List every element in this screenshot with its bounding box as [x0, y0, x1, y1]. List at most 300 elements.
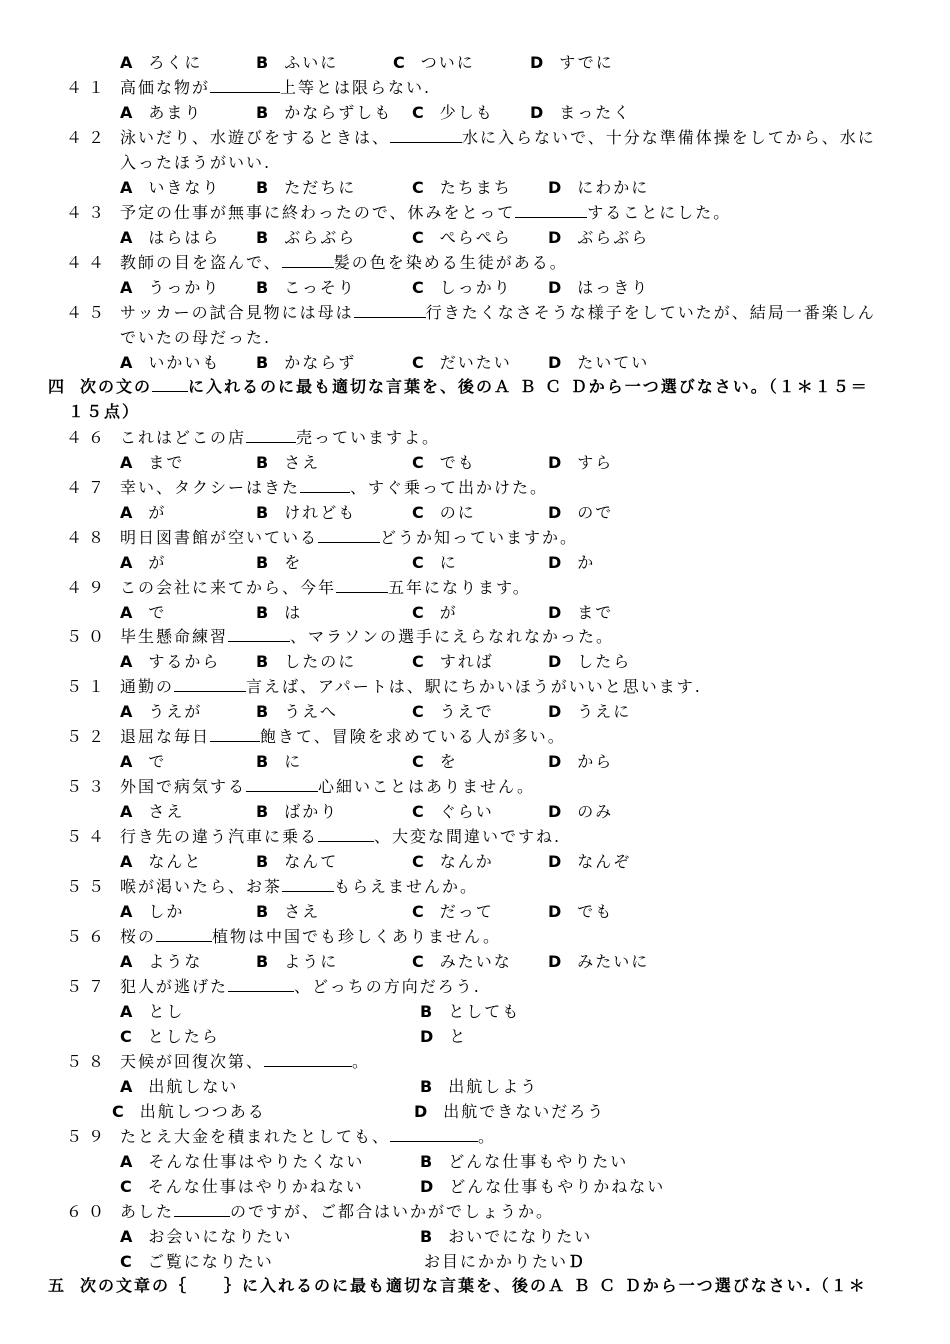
answer-blank	[228, 627, 290, 642]
option-key: D	[548, 453, 564, 472]
option-text: だいたい	[439, 353, 512, 372]
option-a	[120, 1152, 364, 1172]
question-text	[120, 777, 535, 797]
option-text: ろくに	[148, 53, 203, 72]
option-text: たいてい	[577, 353, 650, 372]
option-text: はらはら	[148, 228, 221, 247]
question-text	[120, 203, 731, 223]
question-text-a: 高価な物が	[120, 78, 211, 97]
section-5-header	[48, 1276, 867, 1296]
question-text-a: 予定の仕事が無事に終わったので、休みをとって	[120, 203, 516, 222]
question-text	[120, 727, 566, 747]
option-text: ぺらぺら	[439, 228, 512, 247]
option-key: A	[120, 952, 135, 971]
option-c	[412, 752, 458, 772]
option-key: B	[256, 503, 271, 522]
option-key: D	[530, 53, 546, 72]
option-key: C	[412, 503, 426, 522]
question-number: ４９	[66, 578, 111, 597]
option-text: どんな仕事もやりたい	[448, 1152, 629, 1171]
option-c	[412, 278, 512, 298]
option-b	[256, 802, 338, 822]
option-text: まで	[577, 603, 614, 622]
option-a	[120, 952, 202, 972]
option-key: A	[120, 752, 135, 771]
option-b	[420, 1077, 538, 1097]
option-key: A	[120, 1152, 135, 1171]
option-text: は	[284, 603, 303, 622]
question-number: ５２	[66, 727, 111, 746]
option-text: なんぞ	[577, 852, 632, 871]
option-text: さえ	[148, 802, 185, 821]
option-text: うえで	[439, 702, 494, 721]
answer-blank	[174, 677, 246, 692]
question-text-b: 上等とは限らない.	[280, 78, 432, 97]
question-number: ４１	[66, 78, 111, 97]
question-text	[120, 1127, 496, 1147]
option-key: C	[412, 178, 426, 197]
question-number: ４６	[66, 428, 111, 447]
option-b	[420, 1002, 520, 1022]
question-number: ４８	[66, 528, 111, 547]
question-text-b: 髪の色を染める生徒がある。	[333, 253, 568, 272]
option-a	[120, 652, 220, 672]
option-b	[256, 553, 302, 573]
question-text-b: 飽きて、冒険を求めている人が多い。	[260, 727, 566, 746]
option-key: A	[120, 178, 135, 197]
option-b	[256, 752, 302, 772]
option-text: が	[148, 503, 167, 522]
option-text: さえ	[284, 453, 321, 472]
option-key: B	[420, 1227, 435, 1246]
option-text: ただちに	[284, 178, 357, 197]
option-b	[256, 178, 356, 198]
question-text-continued: でいたの母だった.	[120, 328, 272, 347]
option-a	[120, 353, 220, 373]
option-text: さえ	[284, 902, 321, 921]
answer-blank	[318, 528, 380, 543]
question-text-a: 泳いだり、水遊びをするときは、	[120, 128, 391, 147]
option-d	[548, 603, 613, 623]
question-text	[120, 1202, 554, 1222]
question-text-b: 水に入らないで、十分な準備体操をしてから、水に	[462, 128, 876, 147]
option-a	[120, 1077, 238, 1097]
question-number: ４４	[66, 253, 111, 272]
question-text-continued: 入ったほうがいい.	[120, 153, 272, 172]
option-a	[120, 228, 220, 248]
option-c	[412, 802, 494, 822]
option-text: ぐらい	[439, 802, 494, 821]
question-number: ５６	[66, 927, 111, 946]
option-key: C	[112, 1102, 126, 1121]
option-text: ご覧になりたい	[147, 1252, 274, 1271]
option-d	[530, 103, 631, 123]
question-text-b: 五年になります。	[388, 578, 531, 597]
question-number: ５０	[66, 627, 111, 646]
answer-blank	[336, 578, 388, 593]
question-text	[120, 478, 548, 498]
option-d	[548, 852, 631, 872]
option-b	[256, 353, 356, 373]
option-key: D	[548, 278, 564, 297]
option-text: にわかに	[577, 178, 650, 197]
question-text-a: 行き先の違う汽車に乗る	[120, 827, 319, 846]
option-key: B	[256, 178, 271, 197]
option-text: なんて	[284, 852, 339, 871]
question-text-a: これはどこの店	[120, 428, 247, 447]
question-text-a: 通勤の	[120, 677, 175, 696]
option-key: A	[120, 1002, 135, 1021]
question-text-b: 心細いことはありません。	[318, 777, 535, 796]
option-d	[414, 1102, 605, 1122]
option-key: C	[412, 952, 426, 971]
option-key: A	[120, 53, 135, 72]
option-text: なんか	[439, 852, 494, 871]
option-d	[548, 702, 631, 722]
option-text: うっかり	[148, 278, 221, 297]
option-text: と	[449, 1027, 468, 1046]
option-text: うえに	[577, 702, 632, 721]
question-text	[120, 827, 561, 847]
option-text: あまり	[148, 103, 203, 122]
option-text: そんな仕事はやりたくない	[148, 1152, 365, 1171]
option-b	[256, 603, 302, 623]
option-d	[548, 752, 613, 772]
option-key: C	[412, 702, 426, 721]
option-c	[120, 1027, 220, 1047]
option-b	[256, 852, 338, 872]
option-key: B	[420, 1152, 435, 1171]
question-text	[120, 303, 876, 323]
option-key: B	[256, 553, 271, 572]
option-text: としたら	[147, 1027, 220, 1046]
option-d	[548, 278, 649, 298]
option-key: B	[420, 1077, 435, 1096]
answer-blank	[515, 203, 587, 218]
option-text: ように	[284, 952, 339, 971]
question-text	[120, 528, 578, 548]
option-text: なんと	[148, 852, 203, 871]
option-text: お会いになりたい	[148, 1227, 293, 1246]
option-key: A	[120, 228, 135, 247]
option-text: いきなり	[148, 178, 221, 197]
question-text-a: 喉が渇いたら、お茶	[120, 877, 283, 896]
question-number: ４３	[66, 203, 111, 222]
section-text: 次の文章の｛ ｝に入れるのに最も適切な言葉を、後のＡ Ｂ Ｃ Ｄから一つ選びなさい.（１＊	[80, 1276, 867, 1295]
option-key: C	[412, 553, 426, 572]
option-key: B	[256, 952, 271, 971]
option-a	[120, 503, 166, 523]
option-d	[420, 1177, 665, 1197]
option-text: が	[439, 603, 458, 622]
option-key: A	[120, 503, 135, 522]
section-4-header	[48, 377, 869, 397]
option-a	[120, 178, 220, 198]
question-text-a: たとえ大金を積まれたとしても、	[120, 1127, 391, 1146]
option-text: こっそり	[284, 278, 356, 297]
option-a	[120, 702, 202, 722]
question-text-a: 犯人が逃げた	[120, 977, 229, 996]
option-text: お目にかかりたい	[424, 1252, 569, 1271]
answer-blank	[210, 727, 260, 742]
option-d	[548, 228, 649, 248]
option-key: B	[256, 353, 271, 372]
option-key: D	[420, 1177, 436, 1196]
option-key: B	[256, 702, 271, 721]
option-text: ので	[577, 503, 614, 522]
option-text: まったく	[559, 103, 632, 122]
option-text: 出航できないだろう	[443, 1102, 606, 1121]
option-d	[548, 503, 613, 523]
option-key: C	[412, 453, 426, 472]
option-text: ばかり	[284, 802, 339, 821]
option-text: でも	[577, 902, 614, 921]
option-c	[412, 353, 512, 373]
question-text-a: 桜の	[120, 927, 157, 946]
answer-blank	[282, 877, 334, 892]
option-text: まで	[148, 453, 185, 472]
option-key: B	[420, 1002, 435, 1021]
option-text: おいでになりたい	[448, 1227, 593, 1246]
question-number: ５４	[66, 827, 111, 846]
option-text: ついに	[420, 53, 475, 72]
question-text-b: もらえませんか。	[334, 877, 479, 896]
answer-blank	[246, 428, 296, 443]
option-key: D	[420, 1027, 436, 1046]
option-key: B	[256, 453, 271, 472]
option-key: C	[412, 228, 426, 247]
question-text-b: 。	[352, 1052, 371, 1071]
option-c	[412, 603, 458, 623]
option-text: たちまち	[439, 178, 512, 197]
question-text	[120, 253, 568, 273]
question-text-b: のですが、ご都合はいかがでしょうか。	[230, 1202, 555, 1221]
option-a	[120, 278, 220, 298]
question-text-a: この会社に来てから、今年	[120, 578, 337, 597]
question-text	[120, 877, 478, 897]
option-key: B	[256, 852, 271, 871]
option-key: D	[548, 553, 564, 572]
option-d	[548, 652, 631, 672]
option-text: 出航しない	[148, 1077, 239, 1096]
option-text: 出航しよう	[448, 1077, 539, 1096]
option-c	[120, 1252, 274, 1272]
option-text: かならず	[284, 353, 357, 372]
answer-blank	[354, 303, 426, 318]
option-c	[412, 702, 494, 722]
option-text: で	[148, 752, 167, 771]
question-text-a: 天候が回復次第、	[120, 1052, 265, 1071]
option-text: したのに	[284, 652, 357, 671]
option-text: 出航しつつある	[139, 1102, 266, 1121]
option-key: A	[120, 453, 135, 472]
option-text: けれども	[284, 503, 357, 522]
option-key: C	[393, 53, 407, 72]
option-d	[548, 178, 649, 198]
answer-blank	[300, 478, 350, 493]
question-text	[120, 78, 431, 98]
question-text-b: どうか知っていますか。	[380, 528, 579, 547]
option-key: D	[548, 178, 564, 197]
option-key: C	[120, 1027, 134, 1046]
question-text	[120, 1052, 370, 1072]
option-text: を	[284, 553, 303, 572]
section-mark: 四	[48, 377, 67, 396]
question-text	[120, 578, 531, 598]
option-key: B	[256, 802, 271, 821]
option-text: ふいに	[284, 53, 339, 72]
option-key: A	[120, 103, 135, 122]
option-key: A	[120, 652, 135, 671]
option-key: D	[548, 802, 564, 821]
answer-blank	[210, 78, 280, 93]
option-key: D	[548, 503, 564, 522]
option-b	[256, 53, 338, 73]
option-text: しっかり	[439, 278, 512, 297]
option-text: に	[439, 553, 458, 572]
question-number: ５８	[66, 1052, 111, 1071]
option-key: C	[412, 103, 426, 122]
question-text-a: 幸い、タクシーはきた	[120, 478, 301, 497]
section-mark: 五	[48, 1276, 67, 1295]
option-b	[256, 453, 320, 473]
option-key: C	[412, 852, 426, 871]
option-c	[120, 1177, 364, 1197]
option-text: か	[577, 553, 596, 572]
option-key: Ｄ	[568, 1252, 587, 1271]
option-d	[530, 53, 614, 73]
option-a	[120, 902, 184, 922]
question-text-b: することにした。	[587, 203, 732, 222]
option-key: A	[120, 702, 135, 721]
option-text: みたいな	[439, 952, 512, 971]
option-b	[256, 902, 320, 922]
question-text-b: 植物は中国でも珍しくありません。	[212, 927, 501, 946]
answer-blank	[390, 1127, 478, 1142]
section-4-points: １５点）	[68, 402, 141, 421]
question-number: ４２	[66, 128, 111, 147]
option-text: から	[577, 752, 614, 771]
question-text-b: 行きたくなさそうな様子をしていたが、結局一番楽しん	[425, 303, 876, 322]
answer-blank	[246, 777, 318, 792]
option-c	[393, 53, 475, 73]
option-key: C	[412, 603, 426, 622]
option-key: D	[548, 652, 564, 671]
option-key: D	[548, 603, 564, 622]
question-text	[120, 977, 481, 997]
option-key: C	[120, 1252, 134, 1271]
option-c	[412, 652, 494, 672]
option-b	[256, 952, 338, 972]
option-text: だって	[439, 902, 494, 921]
question-text-a: あした	[120, 1202, 175, 1221]
option-b	[256, 228, 356, 248]
option-text: ぶらぶら	[284, 228, 357, 247]
question-text-a: 毕生懸命練習	[120, 627, 229, 646]
question-text	[120, 627, 614, 647]
question-number: ６０	[66, 1202, 111, 1221]
option-key: D	[548, 702, 564, 721]
option-key: A	[120, 1227, 135, 1246]
question-number: ５９	[66, 1127, 111, 1146]
option-c	[412, 453, 476, 473]
option-text: うえが	[148, 702, 203, 721]
option-key: B	[256, 53, 271, 72]
option-a	[120, 453, 184, 473]
answer-blank	[282, 253, 334, 268]
option-key: A	[120, 353, 135, 372]
option-text: すでに	[559, 53, 614, 72]
option-c	[412, 503, 476, 523]
option-d	[548, 952, 649, 972]
option-text: を	[439, 752, 458, 771]
question-text-a: サッカーの試合見物には母は	[120, 303, 354, 322]
question-text-b: 売っていますよ。	[296, 428, 441, 447]
option-d	[548, 553, 595, 573]
question-text	[120, 428, 440, 448]
option-a	[120, 802, 184, 822]
option-key: C	[412, 902, 426, 921]
option-key: D	[548, 902, 564, 921]
option-c	[412, 852, 494, 872]
option-key: C	[412, 752, 426, 771]
option-b	[256, 702, 338, 722]
option-key: B	[256, 902, 271, 921]
option-d	[548, 453, 613, 473]
section-text-b: に入れるのに最も適切な言葉を、後のＡ Ｂ Ｃ Ｄから一つ選びなさい。（１＊１５＝	[188, 377, 869, 396]
option-a	[120, 1227, 292, 1247]
question-text-b: 、すぐ乗って出かけた。	[350, 478, 549, 497]
option-a	[120, 603, 166, 623]
question-text-b: 。	[478, 1127, 497, 1146]
option-b	[256, 652, 356, 672]
answer-blank	[390, 128, 462, 143]
option-text: いかいも	[148, 353, 221, 372]
option-text: としても	[448, 1002, 521, 1021]
option-c	[412, 178, 512, 198]
question-text-a: 明日図書館が空いている	[120, 528, 319, 547]
option-text: うえへ	[284, 702, 338, 721]
option-text: でも	[439, 453, 476, 472]
option-b	[420, 1227, 592, 1247]
option-key: D	[548, 228, 564, 247]
option-text: が	[148, 553, 167, 572]
option-text: しか	[148, 902, 185, 921]
option-d	[424, 1252, 586, 1272]
question-number: ５７	[66, 977, 111, 996]
question-text-b: 言えば、アパートは、駅にちかいほうがいいと思います.	[246, 677, 702, 696]
option-key: D	[414, 1102, 430, 1121]
option-text: はっきり	[577, 278, 650, 297]
question-text-a: 退屈な毎日	[120, 727, 211, 746]
option-key: A	[120, 1077, 135, 1096]
option-key: D	[548, 752, 564, 771]
option-key: A	[120, 553, 135, 572]
option-key: D	[548, 852, 564, 871]
option-key: D	[530, 103, 546, 122]
option-a	[120, 53, 202, 73]
option-text: とし	[148, 1002, 185, 1021]
question-number: ５１	[66, 677, 111, 696]
question-text-a: 外国で病気する	[120, 777, 247, 796]
question-text-b: 、どっちの方向だろう.	[294, 977, 481, 996]
answer-blank	[156, 927, 212, 942]
option-text: 少しも	[439, 103, 494, 122]
section-text-a: 次の文の	[80, 377, 153, 396]
option-c	[412, 228, 512, 248]
question-number: ４５	[66, 303, 111, 322]
option-key: B	[256, 228, 271, 247]
